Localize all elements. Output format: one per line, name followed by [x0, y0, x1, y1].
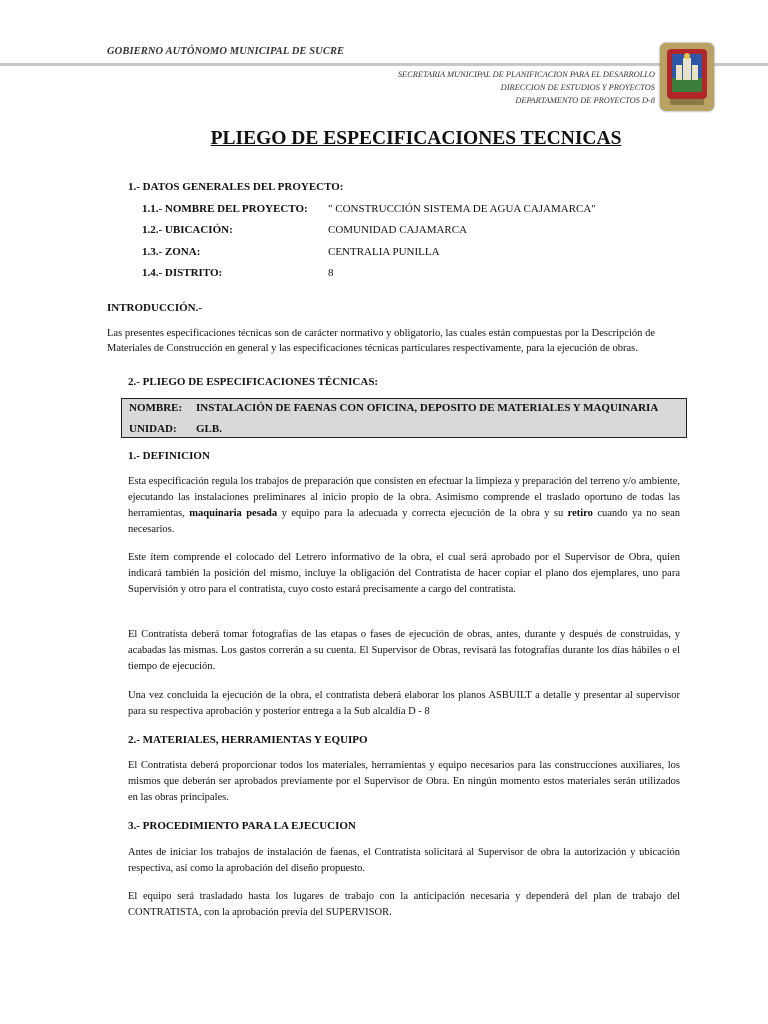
materials-heading: 2.- MATERIALES, HERRAMIENTAS Y EQUIPO: [128, 734, 368, 746]
district-value: 8: [328, 267, 334, 279]
procedure-paragraph-1: Antes de iniciar los trabajos de instalación de faenas, el Contratista solicitará al Supervisor de obra la autorización y ubicación respectiva, así como la aprobación del diseño propuesto.: [128, 847, 680, 874]
project-name-value: " CONSTRUCCIÓN SISTEMA DE AGUA CAJAMARCA": [328, 203, 596, 215]
zone-value: CENTRALIA PUNILLA: [328, 246, 440, 258]
header-dept-line-2: DIRECCION DE ESTUDIOS Y PROYECTOS: [500, 83, 655, 92]
coat-of-arms-icon: [660, 43, 714, 111]
item-unit-label: UNIDAD:: [129, 423, 177, 435]
procedure-paragraph-2: El equipo será trasladado hasta los lugares de trabajo con la anticipación necesaria y dependerá del plan de trabajo del CONTRATISTA, con la aprobación previa del SUPERVISOR.: [128, 891, 680, 918]
general-data-heading: 1.- DATOS GENERALES DEL PROYECTO:: [128, 181, 344, 193]
document-title: PLIEGO DE ESPECIFICACIONES TECNICAS: [210, 128, 622, 149]
def-p1-text-b: y equipo para la adecuada y correcta ejecución de la obra y su: [277, 508, 568, 519]
definition-paragraph-1: [128, 474, 680, 538]
introduction-paragraph: Las presentes especificaciones técnicas son de carácter normativo y obligatorio, las cuales están compuestas por la Descripción de Materiales de Construcción en general y las especificaciones técnicas particulares respectivamente, para la ejecución de obras.: [107, 328, 655, 354]
district-label: 1.4.- DISTRITO:: [142, 267, 223, 279]
location-value: COMUNIDAD CAJAMARCA: [328, 224, 468, 236]
header-department-block: [398, 68, 655, 107]
materials-paragraph: El Contratista deberá proporcionar todos los materiales, herramientas y equipo necesarios para las construcciones auxiliares, los mismos que deberán ser aprobados previamente por el Supervisor de Obra. En ningún momento estos materiales serán utilizados en las obras principales.: [128, 760, 680, 803]
location-label: 1.2.- UBICACIÓN:: [142, 224, 233, 236]
definition-paragraph-3: El Contratista deberá tomar fotografías de las etapas o fases de ejecución de obras, antes, durante y después de construidas, y acabadas las mismas. Los gastos correrán a su cuenta. El Supervisor de Obras, revisará las fotografías durante los días hábiles o el tiempo de ejecución.: [128, 629, 680, 672]
def-p1-text-a: Esta especificación regula los trabajos de preparación que consisten en efectuar la limpieza y preparación del terreno y/o ambiente, ejecutando las instalaciones preliminares al inicio propio de la obra. Asimismo comprende el traslado oportuno de todas las herramientas,: [128, 476, 680, 519]
spec-sheet-heading: 2.- PLIEGO DE ESPECIFICACIONES TÉCNICAS:: [128, 376, 379, 388]
header-dept-line-1: SECRETARIA MUNICIPAL DE PLANIFICACION PARA EL DESARROLLO: [397, 70, 655, 79]
item-summary-box: [121, 398, 687, 438]
definition-paragraph-2: Este ítem comprende el colocado del Letrero informativo de la obra, el cual será aprobado por el Supervisor de Obra, quien indicará también la posición del mismo, incluye la obligación del Contratista de hacer copiar el plano dos ejemplares, uno para Supervisión y otro para el contratista, cuyo costo estará precisamente a cargo del contratista.: [128, 552, 680, 595]
header-divider: [0, 63, 768, 66]
municipal-coat-of-arms: [660, 43, 714, 111]
item-name-value: INSTALACIÓN DE FAENAS CON OFICINA, DEPOSITO DE MATERIALES Y MAQUINARIA: [196, 402, 659, 414]
def-p1-bold-removal: retiro: [567, 508, 593, 519]
def-p1-bold-heavy-machinery: maquinaria pesada: [189, 508, 278, 519]
definition-heading: 1.- DEFINICION: [128, 450, 210, 462]
item-unit-value: GLB.: [196, 423, 222, 435]
item-name-label: NOMBRE:: [129, 402, 183, 414]
definition-paragraph-4: Una vez concluida la ejecución de la obra, el contratista deberá elaborar los planos ASBUILT a detalle y presentar al supervisor para su respectiva aprobación y posterior entrega a la Sub alcaldía D - 8: [128, 690, 680, 717]
def-p1-text-c: cuando ya no sean necesarios.: [128, 508, 680, 535]
header-organization: GOBIERNO AUTÓNOMO MUNICIPAL DE SUCRE: [107, 46, 345, 57]
procedure-heading: 3.- PROCEDIMIENTO PARA LA EJECUCION: [128, 820, 356, 832]
header-dept-line-3: DEPARTAMENTO DE PROYECTOS D-8: [515, 96, 655, 105]
project-name-label: 1.1.- NOMBRE DEL PROYECTO:: [142, 203, 308, 215]
introduction-heading: INTRODUCCIÓN.-: [107, 302, 203, 314]
zone-label: 1.3.- ZONA:: [142, 246, 201, 258]
